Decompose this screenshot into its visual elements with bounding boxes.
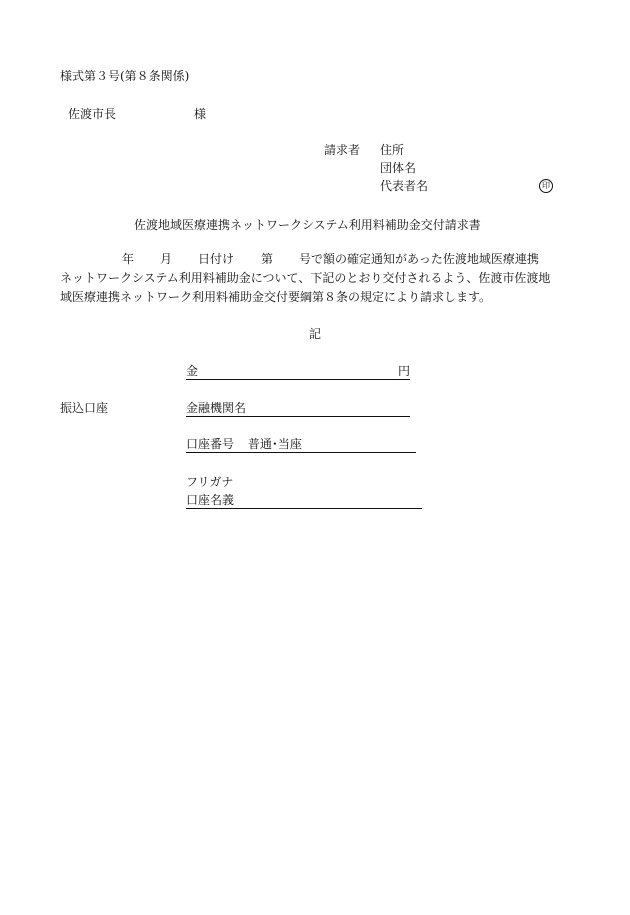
seal-mark: 印: [539, 179, 553, 193]
body-line-2: ネットワークシステム利用料補助金について、下記のとおり交付されるよう、佐渡市佐渡地: [60, 271, 551, 285]
furigana-label: フリガナ: [186, 475, 234, 489]
body-line-1: 号で額の確定通知があった佐渡地域医療連携: [299, 252, 539, 266]
amount-prefix: 金: [186, 364, 199, 378]
institution-label: 金融機関名: [186, 401, 247, 415]
body-line-3: 域医療連携ネットワーク利用料補助金交付要綱第８条の規定により請求します。: [60, 290, 492, 304]
account-type: 普通･当座: [247, 437, 302, 451]
ki-heading: 記: [309, 327, 322, 341]
claimant-label: 請求者: [324, 143, 361, 157]
account-number-field[interactable]: [186, 438, 416, 453]
org-name-label: 団体名: [380, 161, 417, 175]
account-number-label: 口座番号: [186, 437, 235, 451]
representative-label: 代表者名: [380, 179, 429, 193]
addressee-name: 佐渡市長: [68, 107, 117, 121]
amount-field[interactable]: [186, 365, 410, 380]
account-name-label: 口座名義: [186, 493, 235, 507]
form-number: 様式第３号(第８条関係): [60, 69, 190, 83]
addressee-honorific: 様: [194, 107, 207, 121]
date-year: 年: [122, 252, 135, 266]
address-label: 住所: [380, 143, 405, 157]
number-prefix: 第: [261, 252, 274, 266]
amount-suffix: 円: [397, 364, 410, 378]
account-name-field[interactable]: [186, 494, 422, 509]
bank-section-label: 振込口座: [60, 401, 109, 415]
date-day: 日付け: [198, 252, 235, 266]
date-month: 月: [160, 252, 173, 266]
document-title: 佐渡地域医療連携ネットワークシステム利用料補助金交付請求書: [134, 218, 481, 232]
institution-field[interactable]: [186, 402, 410, 417]
